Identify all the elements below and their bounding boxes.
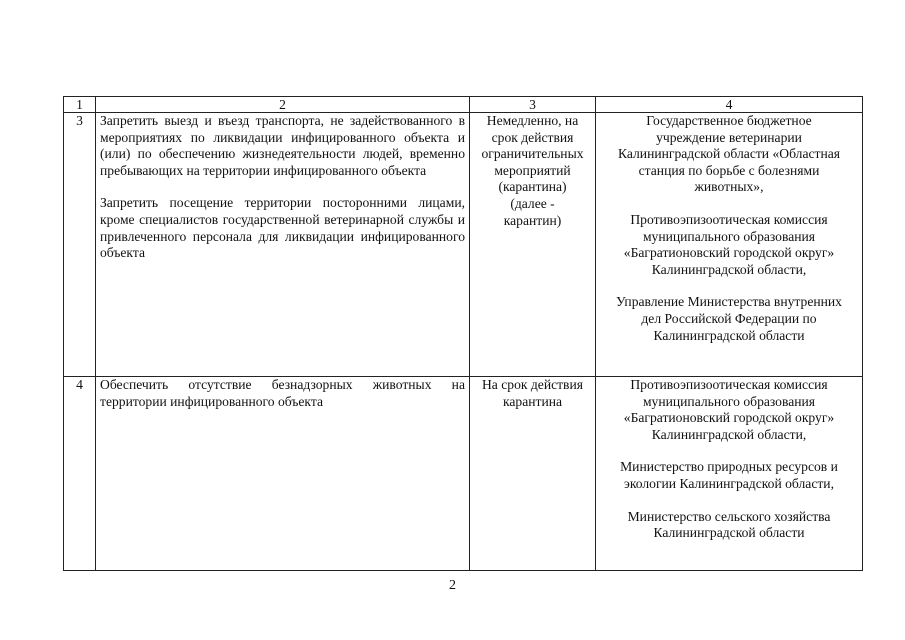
header-cell-2: 2	[96, 97, 470, 113]
row-number: 3	[64, 113, 96, 377]
table-row	[64, 113, 863, 377]
term-line: карантина	[502, 393, 563, 409]
measure-cell	[96, 377, 470, 571]
term-line: (далее -	[510, 195, 555, 211]
term-line: Немедленно, на	[486, 113, 579, 128]
table-row	[64, 377, 863, 571]
responsible-entry	[600, 113, 858, 196]
responsible-cell	[596, 377, 863, 571]
header-cell-1: 1	[64, 97, 96, 113]
responsible-line: Калининградской области «Областная	[617, 146, 841, 162]
responsible-cell	[596, 113, 863, 377]
responsible-line: станция по борьбе с болезнями	[638, 162, 820, 178]
term-line: мероприятий	[494, 162, 571, 178]
responsible-entry	[600, 294, 858, 344]
responsible-line: учреждение ветеринарии	[656, 129, 802, 145]
responsible-line: муниципального образования	[642, 393, 816, 409]
responsible-line: экологии Калининградской области,	[624, 475, 834, 491]
term-cell	[470, 113, 596, 377]
responsible-line: муниципального образования	[642, 228, 816, 244]
term-line: (карантина)	[498, 179, 567, 195]
measure-text: Запретить выезд и въезд транспорта, не задействованного в мероприятиях по ликвидации инфицированного объекта и (или) по обеспечению жизнедеятельности людей, временно пребывающих на территории инфицированного объекта	[100, 113, 465, 178]
term-line: ограничительных	[481, 146, 584, 162]
page-number: 2	[449, 578, 456, 593]
responsible-entry	[600, 377, 858, 443]
responsible-line: Министерство природных ресурсов и	[620, 459, 838, 475]
table-header-row	[64, 97, 863, 113]
responsible-entry	[600, 212, 858, 278]
responsible-line: дел Российской Федерации по	[641, 310, 817, 326]
responsible-line: Противоэпизоотическая комиссия	[630, 211, 828, 227]
responsible-line: Калининградской области	[653, 525, 805, 541]
measure-text: Запретить посещение территории посторонними лицами, кроме специалистов государственной ветеринарной службы и привлеченного персонала для ликвидации инфицированного объекта	[100, 195, 465, 261]
term-line: карантин)	[503, 212, 562, 228]
term-cell	[470, 377, 596, 571]
term-line: срок действия	[491, 129, 574, 145]
responsible-entry	[600, 459, 858, 492]
responsible-line: Министерство сельского хозяйства	[627, 508, 831, 524]
responsible-line: Противоэпизоотическая комиссия	[630, 377, 828, 392]
responsible-entry	[600, 509, 858, 542]
header-cell-4: 4	[596, 97, 863, 113]
responsible-line: животных»,	[694, 179, 764, 195]
responsible-line: «Багратионовский городской округ»	[623, 410, 835, 426]
responsible-line: Управление Министерства внутренних	[616, 294, 842, 310]
measure-cell	[96, 113, 470, 377]
responsible-line: Калининградской области,	[651, 261, 807, 277]
responsible-line: Калининградской области,	[651, 426, 807, 442]
responsible-line: Государственное бюджетное	[646, 113, 812, 128]
row-number: 4	[64, 377, 96, 571]
header-cell-3: 3	[470, 97, 596, 113]
term-line: На срок действия	[481, 377, 584, 392]
measure-text: Обеспечить отсутствие безнадзорных животных на территории инфицированного объекта	[100, 377, 465, 409]
responsible-line: Калининградской области	[653, 327, 805, 343]
measures-table	[63, 96, 863, 571]
responsible-line: «Багратионовский городской округ»	[623, 245, 835, 261]
